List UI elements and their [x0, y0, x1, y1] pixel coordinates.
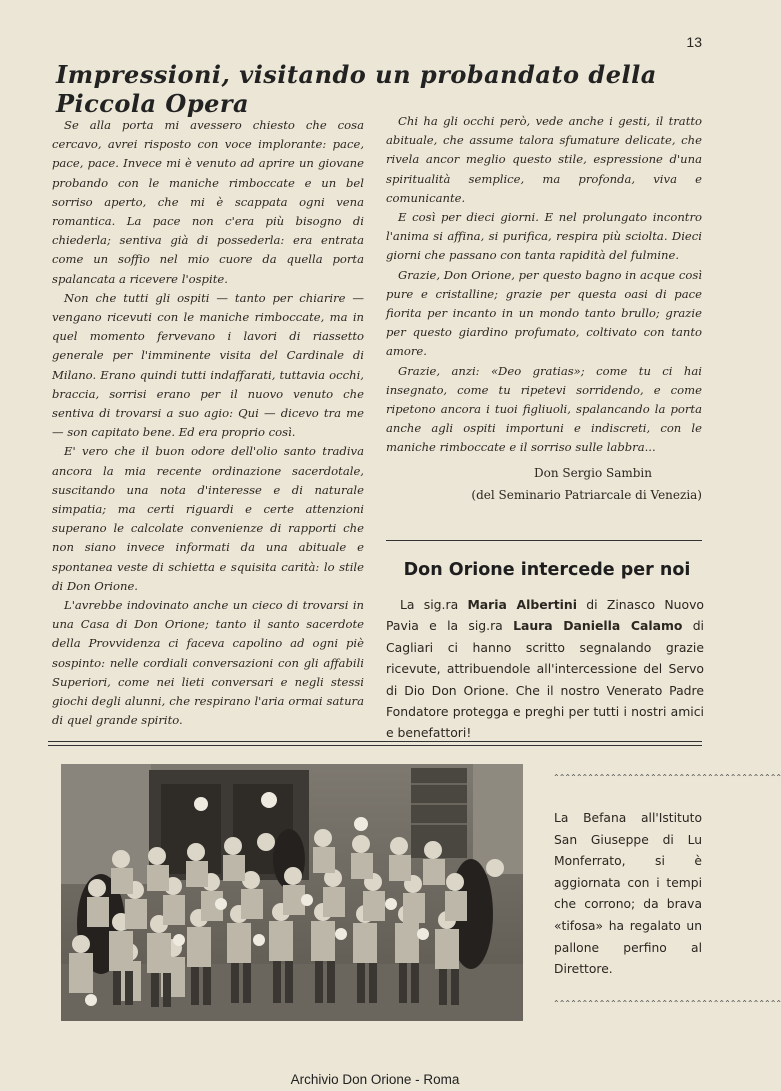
article-paragraph: Non che tutti gli ospiti — tanto per chiarire — vengano ricevuti con le maniche rimboccate, ma in quel momento fervevano i lavori di riassetto generale per l'imminente visita del Cardinale di Milano. Erano quindi tutti indaffarati, tuttavia occhi, braccia, sorrisi erano per il nuovo venuto che sentiva di trovarsi a suo agio: Qui — dicevo tra me — son capitato bene. Ed era proprio così. — [52, 290, 364, 440]
intercession-text: La sig.ra — [400, 597, 468, 612]
article-paragraph: Chi ha gli occhi però, vede anche i gesti, il tratto abituale, che assume talora sfumature delicate, che rivela ancor meglio questo stile, espressione d'una spiritualità semplice, ma profonda, viva e comunicante. — [386, 114, 702, 205]
article-paragraph: E così per dieci giorni. E nel prolungato incontro l'anima si affina, si purifica, respira più sciolta. Dieci giorni che passano con tanta rapidità del fulmine. — [386, 210, 702, 263]
intercession-text: di Cagliari ci hanno scritto segnalando grazie ricevute, attribuendole all'intercessione del Servo di Dio Don Orione. Che il nostro Venerato Padre Fondatore protegga e preghi per tutti i nostri amici e benefattori! — [386, 618, 704, 741]
benefactor-name: Laura Daniella Calamo — [513, 618, 683, 634]
article-paragraph: Grazie, anzi: «Deo gratias»; come tu ci hai insegnato, come tu ripetevi sorridendo, e come ripetono ancora i tuoi figliuoli, spalancando la porta anche agli ospiti importuni e indiscreti, con le maniche rimboccate e il sorriso sulle labbra... — [386, 363, 702, 455]
intercession-title: Don Orione intercede per noi — [403, 560, 691, 580]
ornamental-rule: ⌃⌃⌃⌃⌃⌃⌃⌃⌃⌃⌃⌃⌃⌃⌃⌃⌃⌃⌃⌃⌃⌃⌃⌃⌃⌃⌃⌃⌃⌃⌃⌃⌃⌃⌃⌃⌃⌃⌃⌃ — [553, 999, 781, 1008]
intercession-body — [386, 594, 704, 744]
article-signature — [386, 462, 702, 506]
double-rule-divider — [48, 741, 702, 746]
article-column-right — [386, 112, 702, 506]
ornamental-rule: ⌃⌃⌃⌃⌃⌃⌃⌃⌃⌃⌃⌃⌃⌃⌃⌃⌃⌃⌃⌃⌃⌃⌃⌃⌃⌃⌃⌃⌃⌃⌃⌃⌃⌃⌃⌃⌃⌃⌃⌃ — [553, 773, 781, 782]
author-affiliation: (del Seminario Patriarcale di Venezia) — [471, 487, 702, 502]
group-photo-illustration — [61, 764, 523, 1021]
article-column-left — [52, 116, 364, 731]
benefactor-name: Maria Albertini — [467, 597, 577, 612]
author-name: Don Sergio Sambin — [533, 465, 652, 480]
article-paragraph: Grazie, Don Orione, per questo bagno in acque così pure e cristalline; grazie per questa oasi di pace fiorita per incanto in un mondo tanto brullo; grazie per questo giardino profumato, coltivato con tanto amore. — [386, 267, 702, 359]
article-paragraph: L'avrebbe indovinato anche un cieco di trovarsi in una Casa di Don Orione; tanto il santo sacerdote della Provvidenza ci faceva capolino ad ogni piè sospinto: nelle cordiali conversazioni con gli affabili Superiori, come nei lieti conversari e negli stessi giochi degli alunni, che respirano l'aria ormai satura di quel grande spirito. — [52, 598, 364, 728]
photo-caption: La Befana all'Istituto San Giuseppe di Lu Monferrato, si è aggiornata con i tempi che corrono; da brava «tifosa» ha regalato un pallone perfino al Direttore. — [554, 811, 702, 977]
article-paragraph: Se alla porta mi avessero chiesto che cosa cercavo, avrei risposto con voce implorante: pace, pace, pace. Invece mi è venuto ad aprire un giovane probando con le maniche rimboccate e un bel sorriso aperto, che mi è scappata ogni vena romantica. La pace non c'era più bisogno di chiederla; sentiva già di possederla: era entrata come un soffio nel mio cuore da quella porta spalancata a ricevere l'ospite. — [52, 118, 364, 286]
article-paragraph: E' vero che il buon odore dell'olio santo tradiva ancora la mia recente ordinazione sacerdotale, suscitando una nota d'interesse e di naturale simpatia; ma certi riguardi e certe attenzioni superano le calcolate convenienze di rapporti che non siano invece informati da una abituale e spontanea veste di schietta e squisita carità: lo stile di Don Orione. — [52, 444, 364, 593]
section-divider — [386, 540, 702, 541]
article-title: Impressioni, visitando un probandato della Piccola Opera — [56, 60, 657, 118]
archive-footer: Archivio Don Orione - Roma — [290, 1072, 460, 1087]
group-photo — [61, 764, 523, 1021]
page-number: 13 — [686, 34, 702, 50]
intercession-text: di Zinasco Nuovo Pavia e la sig.ra — [386, 597, 705, 634]
